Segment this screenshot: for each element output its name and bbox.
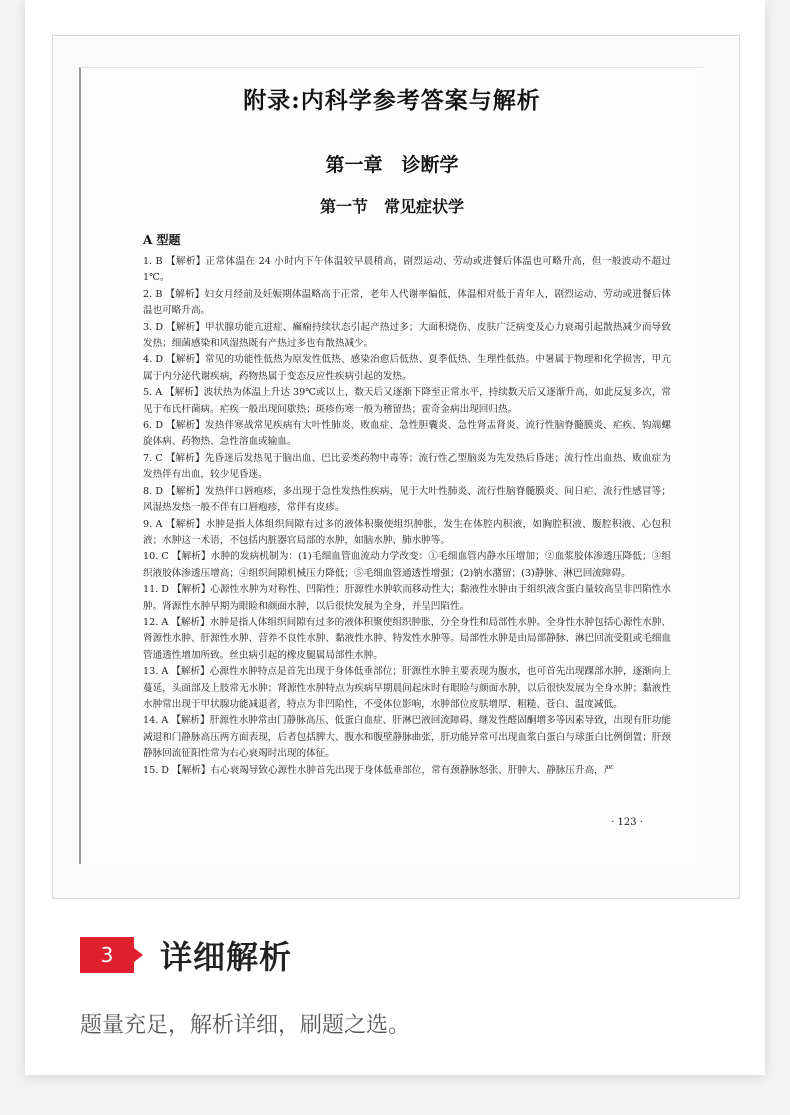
page-number: · 123 · <box>611 817 643 828</box>
answer-item: 10. C 【解析】水肿的发病机制为：(1)毛细血管血流动力学改变：①毛细血管内静水压增加；②血浆胶体渗透压降低；③组织液胶体渗透压增高；④组织间隙机械压力降低；⑤毛细血管通透性增强；(2)钠水潴留；(3)静脉、淋巴回流障碍。 <box>143 551 671 579</box>
answer-item: 1. B 【解析】正常体温在 24 小时内下午体温较早晨稍高，剧烈运动、劳动或进餐后体温也可略升高，但一般波动不超过 1℃。 <box>143 256 671 284</box>
appendix-title: 附录:内科学参考答案与解析 <box>243 87 541 114</box>
answer-item: 14. A 【解析】肝源性水肿常由门静脉高压、低蛋白血症、肝淋巴液回流障碍、继发性醛固酮增多等因素导致，出现有肝功能减退和门静脉高压两方面表现，后者包括脾大、腹水和腹壁静脉曲张，肝功能异常可出现血浆白蛋白与球蛋白比例倒置；肝颈静脉回流征阳性常为右心衰竭时出现的体征。 <box>143 715 671 760</box>
feature-description: 题量充足，解析详细，刷题之选。 <box>80 1013 411 1038</box>
answer-item: 15. D 【解析】右心衰竭导致心源性水肿首先出现于身体低垂部位，常有颈静脉怒张、肝肿大、静脉压升高，严 <box>143 764 614 776</box>
book-page <box>79 67 703 864</box>
answer-item: 9. A 【解析】水肿是指人体组织间隙有过多的液体积聚使组织肿胀，发生在体腔内积液，如胸腔积液、腹腔积液、心包积液；水肿这一术语，不包括内脏器官局部的水肿，如脑水肿、肺水肿等。 <box>143 518 671 546</box>
section-number-badge: 3 <box>80 937 134 973</box>
answer-item: 5. A 【解析】波状热为体温上升达 39℃或以上，数天后又逐渐下降至正常水平，持续数天后又逐渐升高，如此反复多次，常见于布氏杆菌病。疟疾一般出现间歇热；斑疹伤寒一般为稽留热；霍奇金病出现回归热。 <box>143 387 671 415</box>
answer-item: 3. D 【解析】甲状腺功能亢进症、癫痫持续状态引起产热过多；大面积烧伤、皮肤广泛病变及心力衰竭引起散热减少而导致发热；细菌感染和风湿热既有产热过多也有散热减少。 <box>143 321 671 350</box>
answer-item: 4. D 【解析】常见的功能性低热为原发性低热、感染治愈后低热、夏季低热、生理性低热。中暑属于物理和化学损害，甲亢属于内分泌代谢疾病，药物热属于变态反应性疾病引起的发热。 <box>143 354 671 382</box>
answer-item: 6. D 【解析】发热伴寒战常见疾病有大叶性肺炎、败血症、急性胆囊炎、急性肾盂肾炎、流行性脑脊髓膜炎、疟疾、钩端螺旋体病、药物热、急性溶血或输血。 <box>143 420 671 448</box>
answer-item: 2. B 【解析】妇女月经前及妊娠期体温略高于正常，老年人代谢率偏低，体温相对低于青年人，剧烈运动、劳动或进餐后体温也可略升高。 <box>143 288 671 317</box>
answer-item: 8. D 【解析】发热伴口唇疱疹，多出现于急性发热性疾病，见于大叶性肺炎、流行性脑脊髓膜炎、间日疟、流行性感冒等；风湿热发热一般不伴有口唇疱疹，常伴有皮疹。 <box>143 485 671 514</box>
answer-list <box>143 254 671 779</box>
answer-item: 12. A 【解析】水肿是指人体组织间隙有过多的液体积聚使组织肿胀，分全身性和局部性水肿。全身性水肿包括心源性水肿、肾源性水肿、肝源性水肿、营养不良性水肿、黏液性水肿、特发性水肿等。局部性水肿是由局部静脉、淋巴回流受阻或毛细血管通透性增加所致。丝虫病引起的橡皮腿属局部性水肿。 <box>143 616 671 661</box>
answer-item: 13. A 【解析】心源性水肿特点是首先出现于身体低垂部位；肝源性水肿主要表现为腹水，也可首先出现踝部水肿，逐渐向上蔓延，头面部及上肢常无水肿；肾源性水肿特点为疾病早期晨间起床时有眼睑与颜面水肿，以后很快发展为全身水肿；黏液性水肿常出现于甲状腺功能减退者，特点为非凹陷性，不受体位影响，水肿部位皮肤增厚、粗糙、苍白、温度减低。 <box>143 666 671 710</box>
answer-item: 11. D 【解析】心源性水肿为对称性、凹陷性；肝源性水肿软而移动性大；黏液性水肿由于组织液含蛋白量较高呈非凹陷性水肿。肾源性水肿早期为眼睑和颜面水肿，以后很快发展为全身，并呈凹陷性。 <box>143 584 671 612</box>
feature-heading: 详细解析 <box>160 938 293 976</box>
section-title: 第一节 常见症状学 <box>319 197 464 216</box>
chapter-title: 第一章 诊断学 <box>325 154 459 176</box>
question-type-label: A 型题 <box>143 233 181 247</box>
answer-item: 7. C 【解析】先昏迷后发热见于脑出血、巴比妥类药物中毒等；流行性乙型脑炎为先发热后昏迷；流行性出血热、败血症为发热伴有出血，较少见昏迷。 <box>143 452 671 481</box>
